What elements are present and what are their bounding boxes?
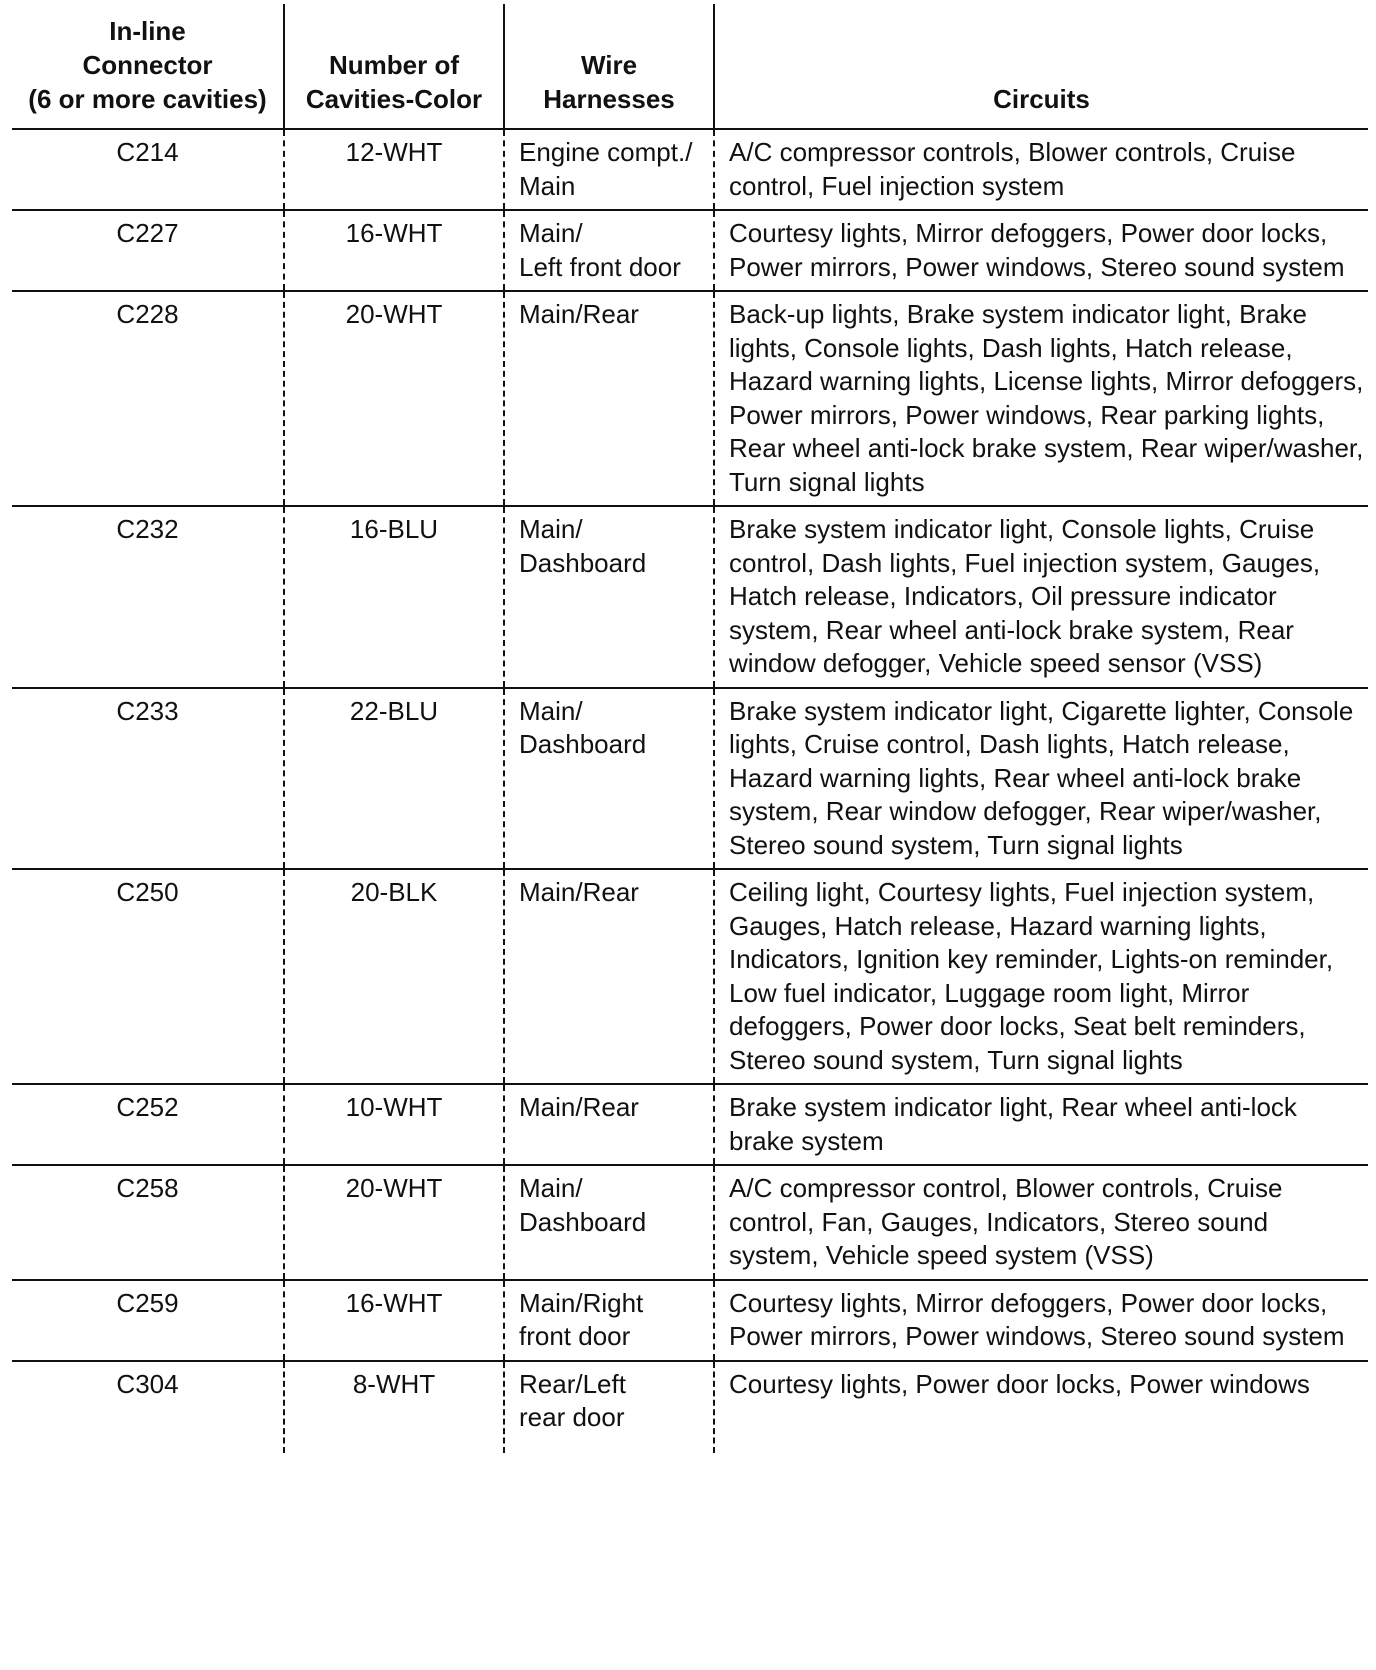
table-row — [12, 1165, 1368, 1280]
harness-line: Dashboard — [519, 1206, 647, 1237]
cavities-cell: 20-WHT — [284, 291, 504, 506]
harness-cell — [504, 129, 714, 210]
cavities-cell: 20-WHT — [284, 1165, 504, 1280]
connector-cell: C214 — [12, 129, 284, 210]
circuits-cell: Back-up lights, Brake system indicator light, Brake lights, Console lights, Dash lights, Hatch release, Hazard warning lights, License lights, Mirror defoggers, Power mirrors, Power windows, Rear parking lights, Rear wheel anti-lock brake system, Rear wiper/washer, Turn signal lights — [714, 291, 1368, 506]
header-cavities — [284, 4, 504, 129]
circuits-cell: A/C compressor control, Blower controls, Cruise control, Fan, Gauges, Indicators, Stereo sound system, Vehicle speed system (VSS) — [714, 1165, 1368, 1280]
header-line: Connector — [82, 50, 213, 80]
harness-line: Main/Rear — [519, 299, 639, 329]
circuits-cell: Courtesy lights, Mirror defoggers, Power door locks, Power mirrors, Power windows, Stereo sound system — [714, 210, 1368, 291]
connector-cell: C252 — [12, 1084, 284, 1165]
cavities-cell: 16-WHT — [284, 1280, 504, 1361]
harness-line: Main/ — [519, 695, 583, 726]
table-row — [12, 869, 1368, 1084]
table-row — [12, 506, 1368, 688]
harness-line: Main — [519, 170, 576, 201]
circuits-cell: Courtesy lights, Mirror defoggers, Power door locks, Power mirrors, Power windows, Stereo sound system — [714, 1280, 1368, 1361]
header-line: Wire — [580, 50, 638, 80]
table-body — [12, 129, 1368, 1453]
connector-cell: C258 — [12, 1165, 284, 1280]
harness-line: Main/Rear — [519, 877, 639, 907]
header-line: Circuits — [993, 84, 1090, 114]
harness-cell — [504, 210, 714, 291]
cavities-cell: 16-WHT — [284, 210, 504, 291]
table-row — [12, 291, 1368, 506]
header-line: Harnesses — [543, 84, 675, 114]
harness-cell — [504, 869, 714, 1084]
circuits-cell: Ceiling light, Courtesy lights, Fuel injection system, Gauges, Hatch release, Hazard warning lights, Indicators, Ignition key reminder, Lights-on reminder, Low fuel indicator, Luggage room light, Mirror defoggers, Power door locks, Seat belt reminders, Stereo sound system, Turn signal lights — [714, 869, 1368, 1084]
header-line: In-line — [109, 16, 186, 46]
cavities-cell: 10-WHT — [284, 1084, 504, 1165]
harness-line: Engine compt./ — [519, 137, 693, 167]
harness-line: Main/ — [519, 218, 583, 248]
harness-cell — [504, 1165, 714, 1280]
connector-cell: C233 — [12, 688, 284, 870]
harness-line: Main/Right — [519, 1287, 644, 1318]
circuits-cell: A/C compressor controls, Blower controls, Cruise control, Fuel injection system — [714, 129, 1368, 210]
harness-line: Dashboard — [519, 547, 647, 578]
cavities-cell: 8-WHT — [284, 1361, 504, 1453]
circuits-cell: Brake system indicator light, Cigarette lighter, Console lights, Cruise control, Dash lights, Hatch release, Hazard warning lights, Rear wheel anti-lock brake system, Rear window defogger, Rear wiper/washer, Stereo sound system, Turn signal lights — [714, 688, 1368, 870]
harness-line: front door — [519, 1321, 631, 1351]
cavities-cell: 16-BLU — [284, 506, 504, 688]
table-row — [12, 129, 1368, 210]
header-connector — [12, 4, 284, 129]
connector-cell: C304 — [116, 1368, 179, 1399]
header-circuits — [714, 4, 1368, 129]
header-line: Number of — [329, 50, 459, 80]
harness-line: rear door — [519, 1402, 625, 1432]
harness-cell — [504, 1361, 714, 1453]
cavities-cell: 22-BLU — [284, 688, 504, 870]
harness-cell — [504, 1084, 714, 1165]
harness-cell — [504, 506, 714, 688]
header-line: (6 or more cavities) — [28, 84, 267, 114]
table-row — [12, 1361, 1368, 1453]
circuits-cell: Brake system indicator light, Console lights, Cruise control, Dash lights, Fuel injection system, Gauges, Hatch release, Indicators, Oil pressure indicator system, Rear wheel anti-lock brake system, Rear window defogger, Vehicle speed sensor (VSS) — [714, 506, 1368, 688]
harness-cell — [504, 1280, 714, 1361]
table-row — [12, 1084, 1368, 1165]
table-header — [12, 4, 1368, 129]
connector-cell: C228 — [12, 291, 284, 506]
table-row — [12, 1280, 1368, 1361]
circuits-cell: Brake system indicator light, Rear wheel anti-lock brake system — [714, 1084, 1368, 1165]
connector-cell: C259 — [12, 1280, 284, 1361]
cavities-cell: 20-BLK — [284, 869, 504, 1084]
connector-cell: C250 — [12, 869, 284, 1084]
harness-cell — [504, 688, 714, 870]
header-line: Cavities-Color — [305, 84, 483, 114]
table-row — [12, 688, 1368, 870]
connector-table — [12, 4, 1368, 1453]
connector-cell: C232 — [12, 506, 284, 688]
harness-line: Main/ — [519, 1173, 583, 1203]
harness-line: Left front door — [519, 251, 681, 282]
harness-line: Main/ — [519, 514, 583, 544]
table-row — [12, 210, 1368, 291]
harness-cell — [504, 291, 714, 506]
harness-line: Rear/Left — [519, 1368, 626, 1399]
harness-line: Dashboard — [519, 729, 647, 759]
cavities-cell: 12-WHT — [284, 129, 504, 210]
harness-line: Main/Rear — [519, 1092, 639, 1122]
circuits-cell: Courtesy lights, Power door locks, Power windows — [714, 1361, 1368, 1453]
connector-cell: C227 — [12, 210, 284, 291]
header-harnesses — [504, 4, 714, 129]
